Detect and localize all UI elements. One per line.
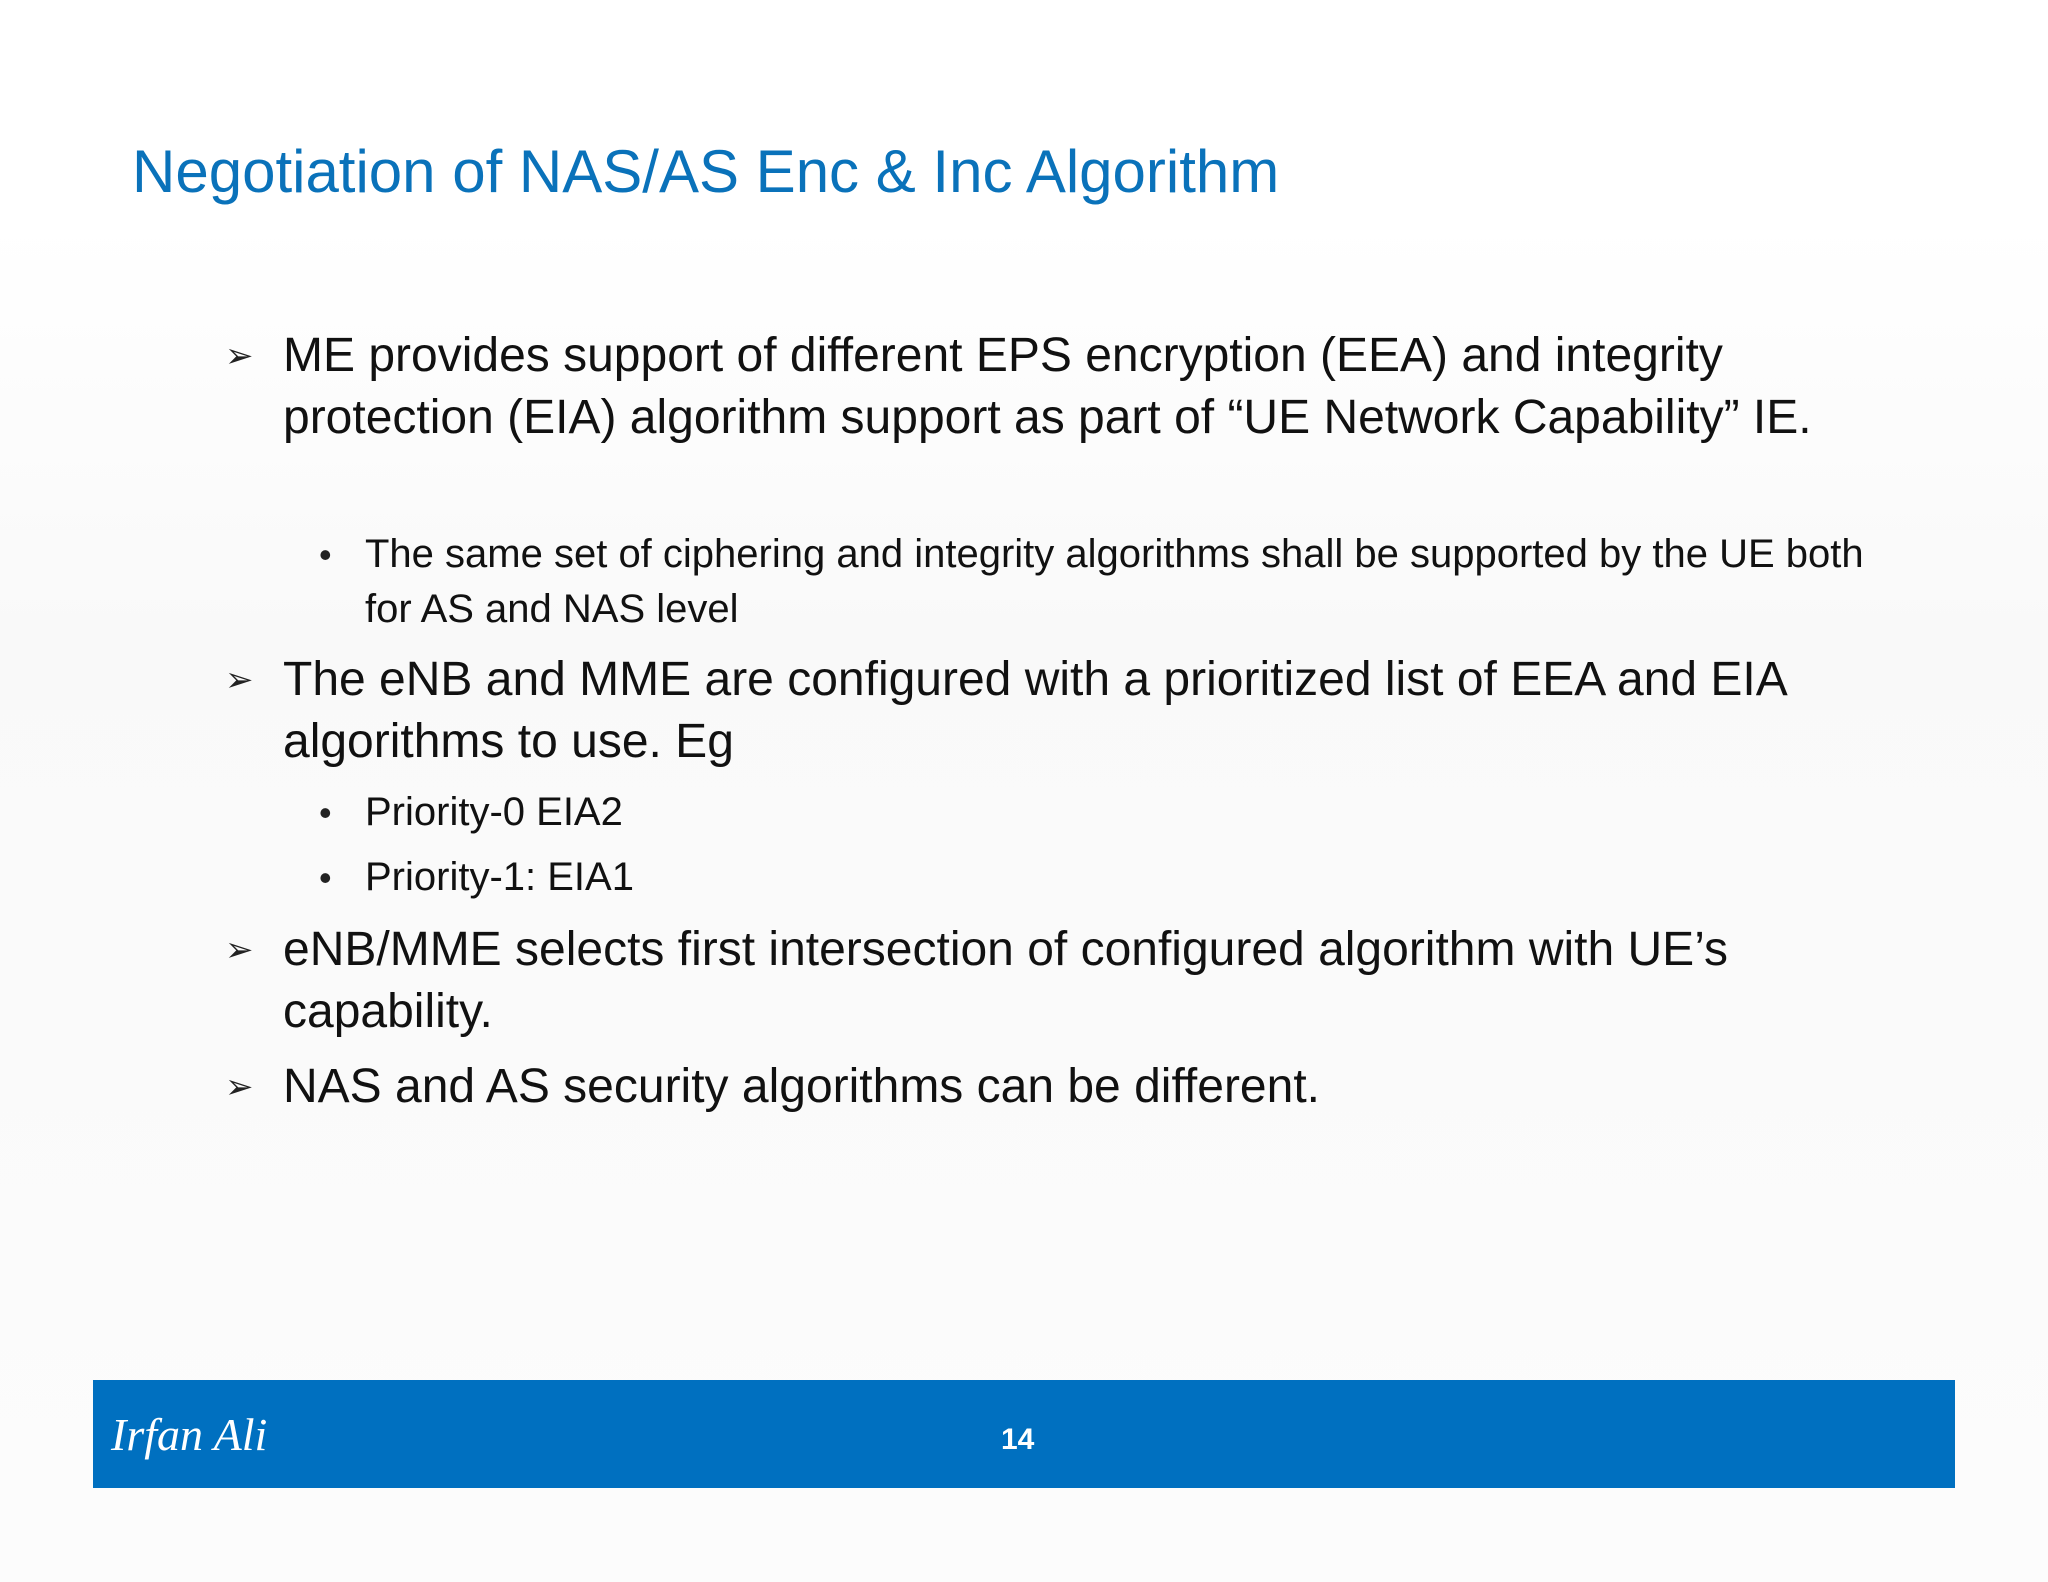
bullet-text: ME provides support of different EPS encryption (EEA) and integrity protection (EIA) algorithm support as part of “UE Network Capability” IE. xyxy=(283,329,1812,444)
bullet-text: NAS and AS security algorithms can be different. xyxy=(283,1060,1320,1113)
sub-bullet-item xyxy=(319,527,1905,637)
arrow-bullet-icon: ➢ xyxy=(225,337,254,375)
bullet-text: eNB/MME selects first intersection of configured algorithm with UE’s capability. xyxy=(283,923,1728,1038)
sub-bullet-text: Priority-1: EIA1 xyxy=(365,855,634,899)
arrow-bullet-icon: ➢ xyxy=(225,931,254,969)
dot-bullet-icon: • xyxy=(319,534,332,575)
dot-bullet-icon: • xyxy=(319,792,332,833)
sub-bullet-item xyxy=(319,785,1905,840)
bullet-item xyxy=(225,325,1883,449)
sub-bullet-text: Priority-0 EIA2 xyxy=(365,790,623,834)
bullet-item xyxy=(225,1056,1883,1118)
bullet-item xyxy=(225,649,1883,773)
dot-bullet-icon: • xyxy=(319,857,332,898)
bullet-text: The eNB and MME are configured with a prioritized list of EEA and EIA algorithms to use. Eg xyxy=(283,653,1786,768)
slide-title: Negotiation of NAS/AS Enc & Inc Algorithm xyxy=(132,138,1280,205)
arrow-bullet-icon: ➢ xyxy=(225,661,254,699)
arrow-bullet-icon: ➢ xyxy=(225,1068,254,1106)
footer-bar xyxy=(93,1380,1955,1488)
page-number: 14 xyxy=(1001,1423,1035,1456)
author-name: Irfan Ali xyxy=(111,1409,268,1460)
bullet-item xyxy=(225,919,1883,1043)
sub-bullet-item xyxy=(319,850,1905,905)
sub-bullet-text: The same set of ciphering and integrity algorithms shall be supported by the UE both for AS and NAS level xyxy=(365,532,1864,631)
